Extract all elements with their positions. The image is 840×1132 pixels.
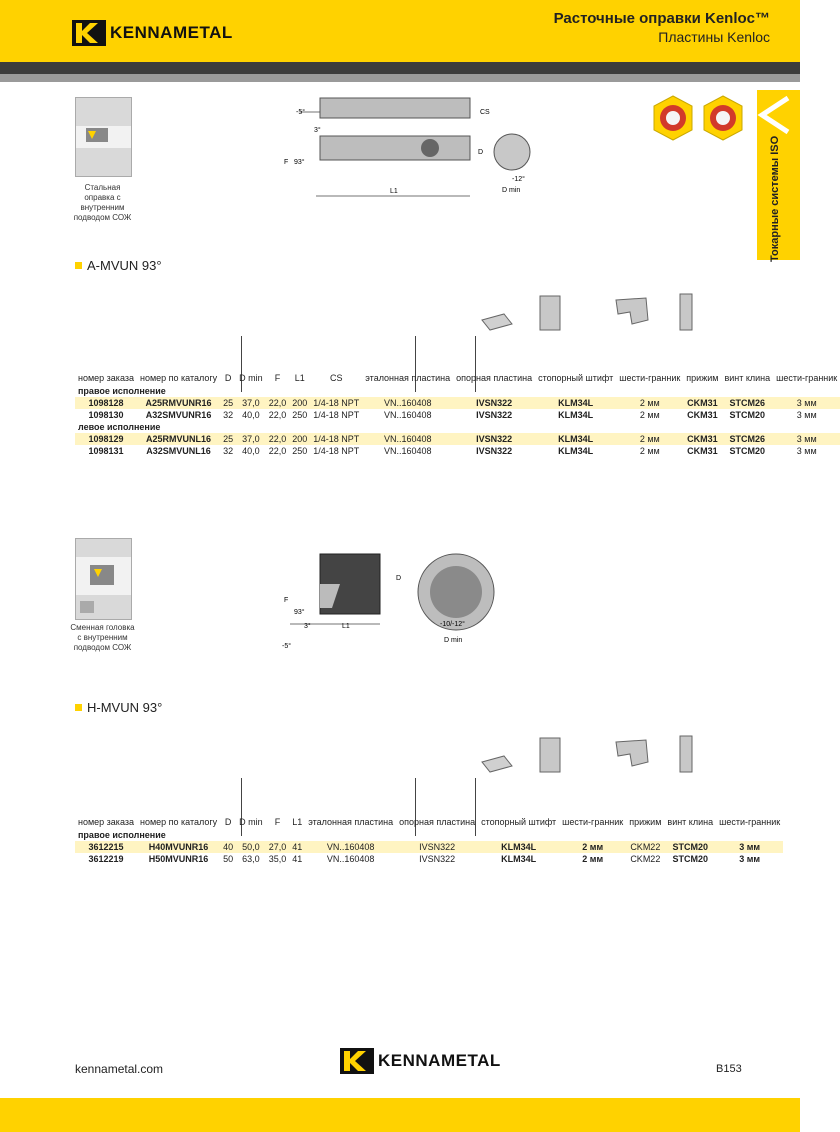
table-cell: 2 мм	[582, 854, 604, 864]
header-brand: KENNAMETAL	[110, 23, 233, 42]
col-catalog-number: номер по каталогу	[139, 373, 218, 383]
table-row	[75, 445, 840, 457]
col-l1: L1	[294, 373, 305, 383]
table-cell: 3 мм	[773, 397, 840, 409]
table-cell: 37,0	[236, 397, 266, 409]
table-cell: 1098129	[75, 433, 137, 445]
table-cell: 2 мм	[616, 397, 683, 409]
col-shim: опорная пластина	[399, 817, 476, 827]
table-cell: 50,0	[236, 841, 266, 853]
table-cell: 2 мм	[559, 841, 626, 853]
table-cell: CKM31	[683, 433, 721, 445]
col-cs: CS	[330, 373, 343, 383]
page-number: B153	[716, 1063, 742, 1075]
col-dmin: D min	[239, 817, 263, 827]
table-cell: 1/4-18 NPT	[313, 410, 360, 420]
dim-d2: D	[396, 575, 402, 582]
group-row	[75, 421, 840, 433]
table-cell: 3 мм	[739, 854, 761, 864]
table-cell: IVSN322	[396, 841, 478, 853]
col-hex-key-2: шести-гранник	[719, 817, 781, 827]
table-cell: 3 мм	[796, 446, 817, 456]
col-dmin: D min	[239, 373, 263, 383]
group-row	[75, 385, 840, 397]
dim-f: F	[284, 159, 289, 166]
col-lock-pin: стопорный штифт	[481, 817, 557, 827]
turning-system-icons	[648, 93, 748, 143]
table-cell: 2 мм	[639, 410, 660, 420]
dim-neg12: -12°	[512, 176, 525, 183]
col-clamp: прижим	[629, 817, 662, 827]
table-cell: VN..160408	[326, 854, 375, 864]
bullet-square-icon	[75, 262, 82, 269]
table-cell: KLM34L	[535, 397, 616, 409]
table-cell: A32SMVUNR16	[145, 410, 212, 420]
table-cell: VN..160408	[305, 841, 396, 853]
section1-title-text: A-MVUN 93°	[87, 258, 162, 273]
footer-logo	[340, 1048, 501, 1074]
section2-title	[75, 700, 162, 715]
dim-dmin2: D min	[444, 637, 463, 644]
page-title: Расточные оправки Kenloc™	[553, 10, 770, 27]
table-row	[75, 397, 840, 409]
table-cell: 63,0	[242, 854, 260, 864]
col-f: F	[274, 373, 281, 383]
table-cell: STCM26	[721, 433, 773, 445]
table-cell: 27,0	[266, 841, 290, 853]
table-cell: STCM26	[721, 397, 773, 409]
table-cell: STCM20	[729, 446, 766, 456]
table-cell: 25	[220, 433, 236, 445]
kennametal-k-icon	[72, 20, 106, 46]
col-l1: L1	[292, 817, 303, 827]
table-cell: 25	[220, 397, 236, 409]
footer-url[interactable]: kennametal.com	[75, 1062, 164, 1076]
table-cell: 50	[223, 854, 234, 864]
table-cell: CKM22	[626, 841, 664, 853]
section2-caption: Сменная головка с внутренним подводом СОЖ	[70, 623, 135, 652]
header-logo	[72, 20, 233, 46]
table-cell: 1/4-18 NPT	[313, 446, 360, 456]
table-header-row	[75, 372, 840, 385]
section2-title-text: H-MVUN 93°	[87, 700, 163, 715]
col-d: D	[224, 373, 232, 383]
col-hex-key: шести-гранник	[619, 373, 681, 383]
table-cell: 37,0	[236, 433, 266, 445]
table-cell: 1098128	[75, 397, 137, 409]
table-cell: IVSN322	[453, 433, 535, 445]
table-header-row	[75, 816, 783, 829]
table-cell: STCM20	[664, 841, 716, 853]
col-hex-key-2: шести-гранник	[776, 373, 838, 383]
dim-dmin: D min	[502, 187, 521, 194]
table-cell: 200	[289, 433, 310, 445]
table-cell: STCM20	[672, 854, 709, 864]
table-cell: KLM34L	[478, 841, 559, 853]
col-clamp-screw: винт клина	[724, 373, 771, 383]
dim-f2: F	[284, 597, 289, 604]
table-cell: 3612215	[75, 841, 137, 853]
sidebar-label: Токарные системы ISO	[769, 135, 781, 262]
section2-table-body	[75, 829, 783, 865]
steel-holder-image	[76, 98, 131, 176]
table-row	[75, 433, 840, 445]
table-cell: 40,0	[242, 410, 260, 420]
table-cell: 3612219	[88, 854, 124, 864]
table-cell: 40,0	[242, 446, 260, 456]
dim-neg5-2: -5°	[282, 643, 292, 650]
table-cell: 250	[292, 410, 308, 420]
table-cell: 32	[223, 446, 234, 456]
table-row	[75, 409, 840, 421]
table-cell: VN..160408	[383, 446, 432, 456]
group-label: правое исполнение	[78, 830, 166, 840]
table-cell: 1/4-18 NPT	[310, 433, 362, 445]
table-cell: VN..160408	[362, 397, 453, 409]
table-cell: 35,0	[268, 854, 287, 864]
col-clamp: прижим	[686, 373, 719, 383]
col-d: D	[224, 817, 232, 827]
table-cell: 1098130	[88, 410, 124, 420]
col-catalog-number: номер по каталогу	[139, 817, 218, 827]
col-clamp-screw: винт клина	[667, 817, 714, 827]
table-cell: 22,0	[268, 410, 287, 420]
head-drawing	[280, 544, 510, 652]
table-cell: IVSN322	[419, 854, 456, 864]
table-cell: CKM31	[683, 397, 721, 409]
dim-3deg2: 3°	[304, 623, 311, 630]
section2-table	[75, 816, 783, 865]
table-cell: VN..160408	[383, 410, 432, 420]
col-reference-insert: эталонная пластина	[365, 373, 451, 383]
accessories-images	[478, 290, 718, 340]
boring-bar-drawing	[280, 92, 540, 204]
table-cell: KLM34L	[558, 446, 594, 456]
table-cell: A25RMVUNL16	[137, 433, 220, 445]
table-cell: 2 мм	[616, 433, 683, 445]
table-row	[75, 853, 783, 865]
col-f: F	[274, 817, 281, 827]
table-row	[75, 841, 783, 853]
section1-title	[75, 258, 162, 273]
table-cell: 1098131	[88, 446, 124, 456]
table-cell: 32	[223, 410, 234, 420]
table-cell: 40	[220, 841, 236, 853]
table-cell: 3 мм	[796, 410, 817, 420]
table-cell: KLM34L	[558, 410, 594, 420]
col-order-number: номер заказа	[78, 817, 134, 827]
dim-93deg2: 93°	[294, 609, 305, 616]
footer-brand: KENNAMETAL	[378, 1051, 501, 1070]
table-cell: 41	[289, 841, 305, 853]
table-cell: A25RMVUNR16	[137, 397, 220, 409]
head-image	[76, 539, 131, 619]
table-cell: 1/4-18 NPT	[310, 397, 362, 409]
table-cell: IVSN322	[476, 410, 513, 420]
table-cell: 22,0	[268, 446, 287, 456]
table-cell: 3 мм	[716, 841, 783, 853]
table-cell: VN..160408	[362, 433, 453, 445]
table-cell: IVSN322	[453, 397, 535, 409]
dim-l1: L1	[390, 188, 398, 195]
header-title-block	[554, 10, 770, 45]
dim-93deg: 93°	[294, 159, 305, 166]
table-cell: A32SMVUNL16	[146, 446, 211, 456]
dim-3deg: 3°	[314, 127, 321, 134]
section1-table-body	[75, 385, 840, 457]
table-cell: STCM20	[729, 410, 766, 420]
table-cell: 22,0	[266, 397, 290, 409]
header-stripe-dark	[0, 62, 800, 74]
table-cell: 22,0	[266, 433, 290, 445]
table-cell: IVSN322	[476, 446, 513, 456]
table-cell: KLM34L	[535, 433, 616, 445]
table-cell: CKM22	[630, 854, 661, 864]
table-cell: H50MVUNR16	[148, 854, 209, 864]
header-stripe-grey	[0, 74, 800, 82]
group-label: левое исполнение	[78, 422, 161, 432]
table-cell: 41	[292, 854, 303, 864]
dim-cs: CS	[480, 109, 490, 116]
col-hex-key: шести-гранник	[562, 817, 624, 827]
table-cell: 2 мм	[639, 446, 660, 456]
group-row	[75, 829, 783, 841]
dim-l1-2: L1	[342, 623, 350, 630]
section1-table	[75, 372, 840, 457]
footer-bar	[0, 1098, 800, 1132]
head-thumbnail	[75, 538, 132, 620]
col-reference-insert: эталонная пластина	[308, 817, 394, 827]
dim-neg5: -5°	[296, 109, 306, 116]
col-order-number: номер заказа	[78, 373, 134, 383]
dim-neg10: -10/-12°	[440, 621, 465, 628]
col-shim: опорная пластина	[456, 373, 533, 383]
table-cell: CKM31	[687, 410, 718, 420]
section1-caption: Стальная оправка с внутренним подводом СОЖ	[73, 183, 132, 222]
table-cell: H40MVUNR16	[137, 841, 220, 853]
dim-d: D	[478, 149, 484, 156]
col-lock-pin: стопорный штифт	[538, 373, 614, 383]
table-cell: 200	[289, 397, 310, 409]
table-cell: 250	[292, 446, 308, 456]
kennametal-k-icon	[340, 1048, 374, 1074]
table-cell: CKM31	[687, 446, 718, 456]
table-cell: KLM34L	[501, 854, 537, 864]
page-subtitle: Пластины Kenloc	[658, 29, 770, 45]
accessories-images-2	[478, 732, 718, 782]
group-label: правое исполнение	[78, 386, 166, 396]
steel-holder-thumbnail	[75, 97, 132, 177]
bullet-square-icon	[75, 704, 82, 711]
table-cell: 3 мм	[773, 433, 840, 445]
